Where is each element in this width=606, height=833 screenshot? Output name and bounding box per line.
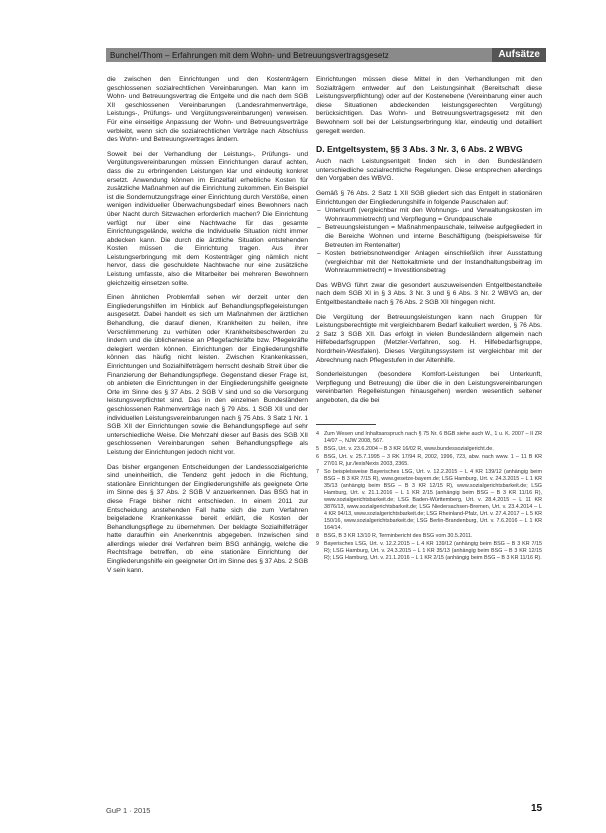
footnote	[316, 469, 542, 532]
body-paragraph: Auch nach Leistungsentgelt finden sich in den Bundesländern unterschiedliche sozialrechtliche Regelungen. Diese entsprechen allerdings den Vorgaben des WBVG.	[316, 158, 542, 183]
page-number: 15	[531, 803, 543, 814]
body-paragraph: Sonderleistungen (besondere Komfort-Leistungen bei Unterkunft, Verpflegung und Betreuung) die über die in den Leistungsvereinbarungen vereinbarten Regelleistungen hinausgehen) werden wesentlich seltener angeboten, da die bei	[316, 371, 542, 404]
footnote-number: 9	[316, 540, 319, 547]
body-paragraph: Einrichtungen müssen diese Mittel in den Verhandlungen mit den Sozialträgern entweder auf den Leistungsinhalt (Bereitschaft diese Leistungsverpflichtung) oder auf der Kostenebene (Vereinbarung einer auch diese Situationen abdeckenden leistungsgerechten Vergütung) berücksichtigen. Das Wohn- und Betreuungsvertragsgesetz mit den Bewohnern soll bei der Leistungserbringung klar, eindeutig und detailliert geregelt werden.	[316, 76, 542, 135]
footnote	[316, 541, 542, 562]
body-paragraph: Gemäß § 76 Abs. 2 Satz 1 XII SGB gliedert sich das Entgelt in stationären Einrichtungen der Eingliederungshilfe in folgende Pauschalen auf:	[316, 189, 542, 206]
footnote	[316, 533, 542, 540]
list-item: – Betreuungsleistungen = Maßnahmenpauschale, teilweise aufgegliedert in die Bereiche Wohnen und interne Beschäftigung (beispielsweise für Betreuten im Rentenalter)	[325, 224, 542, 250]
footnote-number: 7	[316, 468, 319, 475]
body-paragraph: Einen ähnlichen Problemfall sehen wir derzeit unter den Eingliederungshilfen im Hinblick auf Behandlungspflegeleistungen ausgesetzt. Dabei handelt es sich um Maßnahmen der ärztlichen Behandlung, die darauf dienen, Krankheiten zu heilen, ihre Verschlimmerung zu verhüten oder Krankheitsbeschwerden zu lindern und die üblicherweise an Pflegefachkräfte bzw. Pflegekräfte delegiert werden können. Einrichtungen der Eingliederungshilfe können das häufig nicht leisten. Zwischen Krankenkassen, Einrichtungen und Sozialhilfeträgern herrscht deshalb Streit über die Finanzierung der Behandlungspflege. Gegenstand dieser Frage ist, ob anbieten die Einrichtungen in der Eingliederungshilfe geeignete Orte im Sinne des § 37 Abs. 2 SGB V sind und so die Versorgung leistungsverpflichtet sind. Das in den einzelnen Bundesländern geschlossenen Rahmenverträge nach § 79 Abs. 1 SGB XII und der individuellen Leistungsvereinbarungen nach § 75 Abs. 3 Satz 1 Nr. 1 SGB XII der Einrichtungen sowie die Behandlungspflege auf sehr unterschiedliche Weise. Die Mehrzahl dieser auf Basis des SGB XII geschlossenen Vereinbarungen sehen Behandlungspflege als Leistung der Einrichtungen jedoch nicht vor.	[107, 294, 308, 456]
journal-footer: GuP 1 · 2015	[106, 806, 151, 815]
footnote-text: BSG, Urt. v. 25.7.1995 – 3 RK 17/94 R, 2002, 1996, 723, abw. nach www. 1 – 11 B KR 27/01 R, jur./lexisNexis 2003, 2365.	[324, 453, 542, 467]
footnote-number: 5	[316, 445, 319, 452]
right-column	[316, 76, 542, 563]
running-title: Bunchel/Thom – Erfahrungen mit dem Wohn- und Betreuungsvertragsgesetz	[110, 50, 389, 60]
running-header	[106, 48, 546, 62]
footnote	[316, 454, 542, 468]
footnote-text: So beispielsweise Bayerisches LSG, Urt. v. 12.2.2015 – L 4 KR 139/12 (anhängig beim BSG – B 3 KR 7/15 R), www.gesetze-bayern.de; LSG Hamburg, Urt. v. 24.3.2015 – L 1 KR 35/13 (anhängig beim BSG – B 3 KR 12/15 R), www.sozialgerichtsbarkeit.de; LSG Hamburg, Urt. v. 21.1.2016 – L 1 KR 2/15 (anhängig beim BSG – B 3 KR 11/16 R), www.sozialgerichtsbarkeit.de; LSG Baden-Württemberg, Urt. v. 28.4.2015 – L 11 KR 3876/13, www.sozialgerichtsbarkeit.de; LSG Niedersachsen-Bremen, Urt. v. 23.4.2014 – L 4 KR 94/13, www.sozialgerichtsbarkeit.de; LSG Rheinland-Pfalz, Urt. v. 27.4.2017 – L 5 KR 150/16, www.sozialgerichtsbarkeit.de; LSG Berlin-Brandenburg, Urt. v. 7.6.2016 – L 1 KR 164/14.	[324, 468, 542, 531]
left-column	[107, 76, 308, 581]
footnote-text: Bayerisches LSG, Urt. v. 12.2.2015 – L 4 KR 139/12 (anhängig beim BSG – B 3 KR 7/15 R); LSG Hamburg, Urt. v. 24.3.2015 – L 1 KR 35/13 (anhängig beim BSG – B 3 KR 12/15 R); LSG Hamburg, Urt. v. 21.1.2016 – L 1 KR 2/15 (anhängig beim BSG – B 3 KR 11/16 R).	[324, 540, 542, 561]
section-label: Aufsätze	[492, 48, 546, 62]
footnote-text: Zum Wesen und Inhaltsanspruch nach § 75 Nr. 6 BGB siehe auch W., 1 u. K. 2007 – II ZR 14/07 –, NJW 2008, 567.	[324, 430, 542, 444]
footnote-divider	[316, 424, 376, 425]
body-paragraph: Die Vergütung der Betreuungsleistungen kann nach Gruppen für Leistungsberechtigte mit vergleichbarem Bedarf kalkuliert werden, § 76 Abs. 2 Satz 3 SGB XII. Das erfolgt in vielen Bundesländern allgemein nach Hilfebedarfsgruppen (Metzler-Verfahren, sog. H. Hilfebedarfsgruppe, Nordrhein-Westfalen). Dieses Vergütungssystem ist vergleichbar mit der Abrechnung nach Pflegestufen in der Altenhilfe.	[316, 313, 542, 364]
pauschalen-list	[316, 207, 542, 276]
body-paragraph: Das bisher ergangenen Entscheidungen der Landessozialgerichte sind uneinheitlich, die Tendenz geht jedoch in die Richtung, stationäre Einrichtungen der Eingliederungshilfe als geeignete Orte im Sinne des § 37 Abs. 2 SGB V anzuerkennen. Das BSG hat in diese Frage bisher nicht entschieden. In einem 2011 zur Entscheidung anstehenden Fall hatte sich die zum Verfahren beigeladene Krankenkasse bereit erklärt, die Kosten der Behandlungspflege zu übernehmen. Der beklagte Sozialhilfeträger hatte daraufhin ein Anerkenntnis abgegeben. Inzwischen sind allerdings wieder drei Verfahren beim BSG anhängig, welche die Rechtsfrage betreffen, ob eine stationäre Einrichtung der Eingliederungshilfe ein geeigneter Ort im Sinne des § 37 Abs. 2 SGB V sein kann.	[107, 463, 308, 574]
footnote	[316, 446, 542, 453]
footnote-number: 6	[316, 453, 319, 460]
body-paragraph: die zwischen den Einrichtungen und den Kostenträgern geschlossenen sozialrechtlichen Vereinbarungen. Man kann im Wohn- und Betreuungsvertrag die Entgelte und die nach dem SGB XII geschlossenen Vereinbarungen (Landesrahmenverträge, Leistungs-, Prüfungs- und Vergütungsvereinbarungen) verweisen. Für eine einseitige Anpassung der Wohn- und Betreuungsverträge verbleibt, wenn sich die sozialrechtlichen Verträge nach Abschluss des Wohn- und Betreuungsvertrages ändern.	[107, 76, 308, 144]
body-paragraph: Das WBVG führt zwar die gesondert auszuweisenden Entgeltbestandteile nach dem SGB XI in § 3 Abs. 3 Nr. 3 und § 6 Abs. 3 Nr. 2 WBVG an, der Entgeltbestandteile nach § 76 Abs. 2 SGB XII hingegen nicht.	[316, 281, 542, 307]
body-paragraph: Soweit bei der Verhandlung der Leistungs-, Prüfungs- und Vergütungsvereinbarungen müssen Einrichtungen darauf achten, dass die zu erbringenden Leistungen klar und eindeutig konkret ersetzt. Anwendung können im Einzelfall erhebliche Kosten für zusätzliche Maßnahmen auf die Einrichtung zukommen. Ein Beispiel ist die Sondernutzungsfrage einer Einrichtung durch Verstöße, einen wenigen individueller Überwachungsbedarf eines Bewohners nach über Nacht durch Sitzwachen erforderlich machen? Die Einrichtung verfügt nur über eine Nachtwache für das gesamte Einrichtungsgelände, welche die Individuelle Situation nicht immer abdecken kann. Die durch die ärztliche Situation entstehenden Kosten müssen die Einrichtung tragen. Aus ihrer Leistungserbringung mit dem Kostenträger ging nämlich nicht hervor, dass die geschuldete Nachtwache nur eine zusätzliche Leistung umfasste, also die Mitarbeiter bei mehreren Bewohnern gleichzeitig einsetzen sollte.	[107, 150, 308, 287]
footnote-number: 8	[316, 532, 319, 539]
section-heading: D. Entgeltsystem, §§ 3 Abs. 3 Nr. 3, 6 Abs. 2 WBVG	[316, 144, 523, 155]
footnote-text: BSG, B 3 KR 13/10 R, Terminbericht des BSG vom 30.5.2011.	[324, 532, 473, 539]
footnote-text: BSG, Urt. v. 23.6.2004 – B 3 KR 16/02 R, www.bundessozialgericht.de.	[324, 445, 494, 452]
list-item: – Unterkunft (vergleichbar mit den Wohnungs- und Verwaltungskosten im Wohnraummietrecht) und Verpflegung = Grundpauschale	[325, 207, 542, 224]
list-item: – Kosten betriebsnotwendiger Anlagen einschließlich ihrer Ausstattung (vergleichbar mit der Nettokaltmiete und der Instandhaltungsbeitrag im Wohnraummietrecht) = Investitionsbetrag	[325, 250, 542, 276]
footnote	[316, 431, 542, 445]
footnote-number: 4	[316, 430, 319, 437]
